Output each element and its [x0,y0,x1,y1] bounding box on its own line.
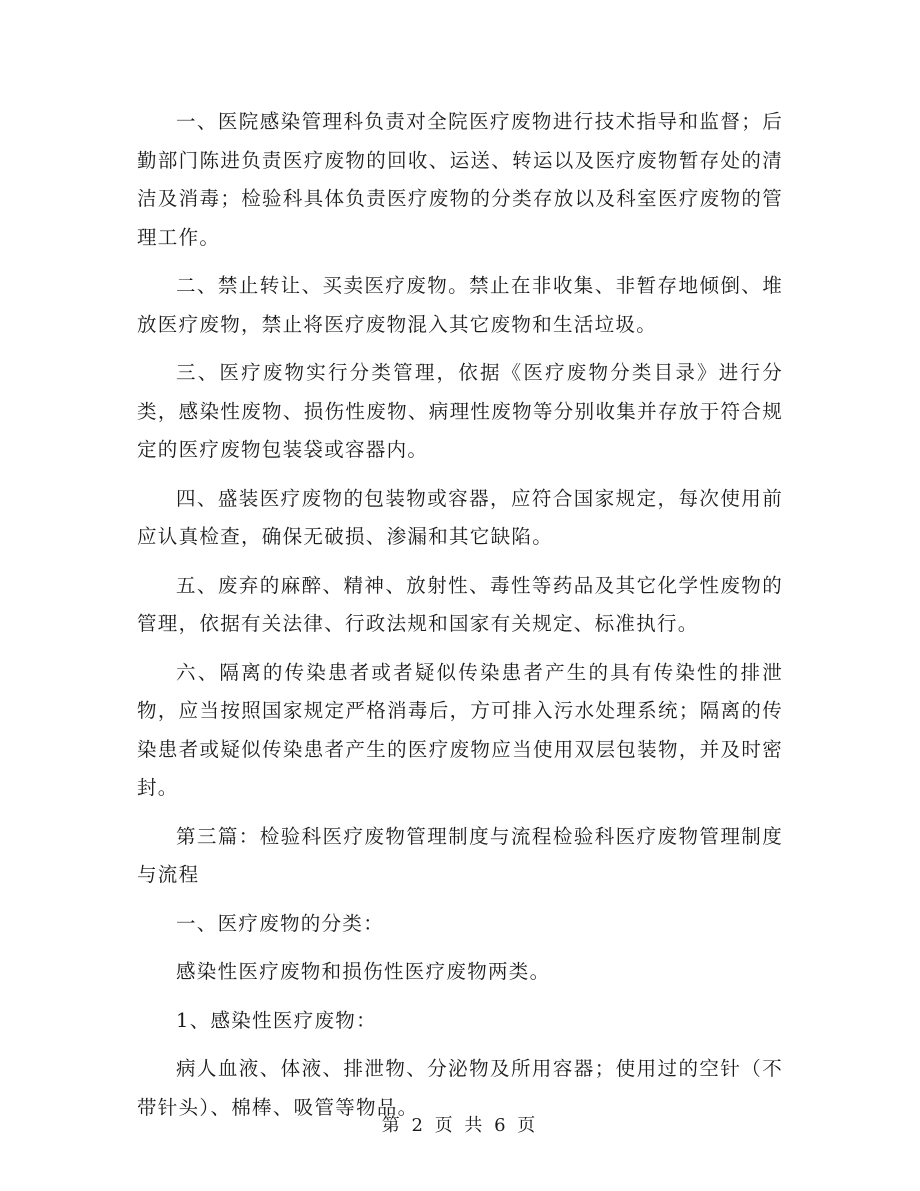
paragraph-categories: 感染性医疗废物和损伤性医疗废物两类。 [176,960,551,983]
document-body [137,103,783,1127]
paragraph-gap [137,470,783,480]
paragraph-gap [137,1040,783,1050]
paragraph-gap [137,344,783,354]
subsection-heading: 一、医疗废物的分类： [176,911,385,935]
paragraph-gap [137,557,783,567]
paragraph-infectious-waste: 病人血液、体液、排泄物、分泌物及所用容器；使用过的空针（不带针头）、棉棒、吸管等物品。 [137,1057,783,1119]
paragraph-gap [137,808,783,818]
paragraph-gap [137,943,783,953]
paragraph-5: 五、废弃的麻醉、精神、放射性、毒性等药品及其它化学性废物的管理，依据有关法律、行政法规和国家有关规定、标准执行。 [137,573,783,635]
paragraph-3: 三、医疗废物实行分类管理，依据《医疗废物分类目录》进行分类，感染性废物、损伤性废物、病理性废物等分别收集并存放于符合规定的医疗废物包装袋或容器内。 [137,361,783,461]
paragraph-gap [137,644,783,654]
paragraph-gap [137,895,783,905]
paragraph-2: 二、禁止转让、买卖医疗废物。禁止在非收集、非暂存地倾倒、堆放医疗废物，禁止将医疗废物混入其它废物和生活垃圾。 [137,274,783,336]
item-heading: 1、感染性医疗废物： [176,1008,377,1032]
page-number-footer: 第 2 页 共 6 页 [381,1115,539,1136]
paragraph-6: 六、隔离的传染患者或者疑似传染患者产生的具有传染性的排泄物，应当按照国家规定严格消毒后，方可排入污水处理系统；隔离的传染患者或疑似传染患者产生的医疗废物应当使用双层包装物，并及时密封。 [137,660,783,799]
paragraph-gap [137,992,783,1002]
paragraph-gap [137,257,783,267]
paragraph-1: 一、医院感染管理科负责对全院医疗废物进行技术指导和监督；后勤部门陈进负责医疗废物的回收、运送、转运以及医疗废物暂存处的清洁及消毒；检验科具体负责医疗废物的分类存放以及科室医疗废物的管理工作。 [137,110,783,249]
paragraph-4: 四、盛装医疗废物的包装物或容器，应符合国家规定，每次使用前应认真检查，确保无破损、渗漏和其它缺陷。 [137,486,783,548]
section-heading: 第三篇：检验科医疗废物管理制度与流程检验科医疗废物管理制度与流程 [137,824,783,886]
